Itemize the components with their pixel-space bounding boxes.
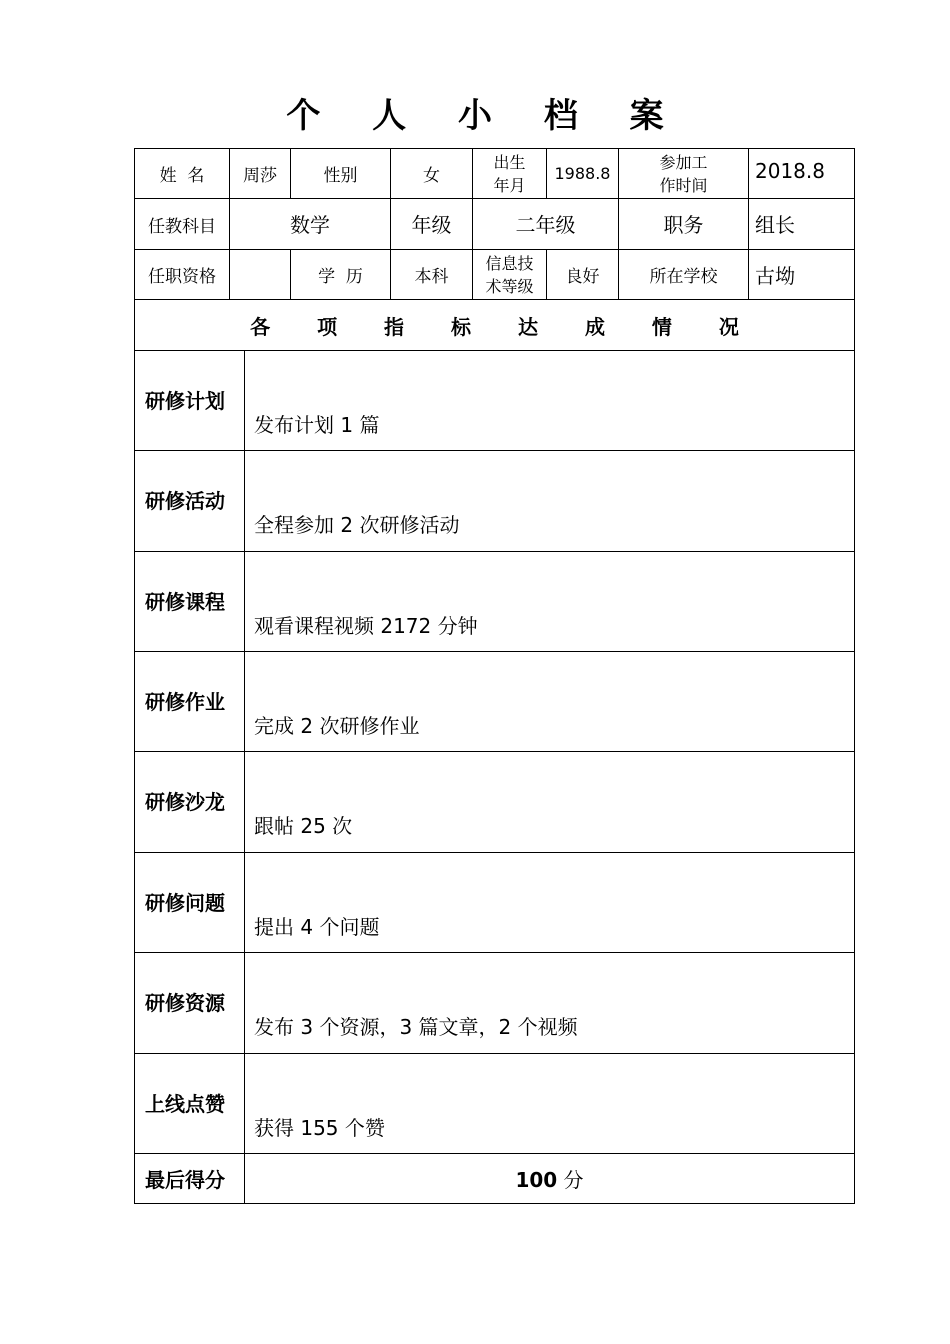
birth-label-line-1: 出生 (493, 152, 526, 172)
indicator-label: 研修资源 (135, 953, 245, 1054)
indicator-row (135, 451, 855, 552)
indicator-label: 研修活动 (135, 451, 245, 552)
gender-label: 性别 (291, 149, 391, 199)
education-value: 本科 (391, 250, 473, 300)
indicator-value: 观看课程视频 2172 分钟 (245, 552, 855, 652)
work-start-label-line-2: 作时间 (659, 175, 708, 195)
indicator-label: 研修课程 (135, 552, 245, 652)
grade-value: 二年级 (473, 199, 619, 250)
indicator-row (135, 351, 855, 451)
it-level-label-line-1: 信息技 (485, 253, 534, 273)
indicator-row (135, 953, 855, 1054)
gender-value: 女 (391, 149, 473, 199)
work-start-label (619, 149, 749, 199)
final-score-label: 最后得分 (135, 1154, 245, 1204)
indicator-value: 提出 4 个问题 (245, 853, 855, 953)
info-row-1 (135, 149, 855, 199)
section-header-row (135, 300, 855, 351)
indicator-label: 研修沙龙 (135, 752, 245, 853)
indicator-row (135, 552, 855, 652)
page-title: 个 人 小 档 案 (286, 96, 684, 136)
qualification-label: 任职资格 (135, 250, 230, 300)
indicator-row (135, 1054, 855, 1154)
info-row-3 (135, 250, 855, 300)
indicator-value: 发布计划 1 篇 (245, 351, 855, 451)
position-value: 组长 (749, 199, 855, 250)
education-label: 学 历 (291, 250, 391, 300)
indicator-value: 发布 3 个资源，3 篇文章，2 个视频 (245, 953, 855, 1054)
indicator-row (135, 853, 855, 953)
birth-value: 1988.8 (547, 149, 619, 199)
indicator-row (135, 752, 855, 853)
it-level-label (473, 250, 547, 300)
it-level-value: 良好 (547, 250, 619, 300)
birth-label (473, 149, 547, 199)
section-title: 各 项 指 标 达 成 情 况 (135, 300, 855, 351)
final-score-value (245, 1154, 855, 1204)
indicator-label: 研修计划 (135, 351, 245, 451)
indicator-value: 全程参加 2 次研修活动 (245, 451, 855, 552)
school-value: 古坳 (749, 250, 855, 300)
indicator-label: 上线点赞 (135, 1054, 245, 1154)
school-label: 所在学校 (619, 250, 749, 300)
indicator-value: 跟帖 25 次 (245, 752, 855, 853)
birth-label-line-2: 年月 (493, 175, 526, 195)
indicator-label: 研修问题 (135, 853, 245, 953)
subject-value: 数学 (230, 199, 391, 250)
final-score-number: 100 (515, 1168, 558, 1192)
name-value: 周莎 (230, 149, 291, 199)
qualification-value (230, 250, 291, 300)
it-level-label-line-2: 术等级 (485, 276, 534, 296)
final-score-row (135, 1154, 855, 1204)
profile-table (134, 148, 855, 1204)
indicator-row (135, 652, 855, 752)
grade-label: 年级 (391, 199, 473, 250)
info-row-2 (135, 199, 855, 250)
work-start-label-line-1: 参加工 (659, 152, 708, 172)
subject-label: 任教科目 (135, 199, 230, 250)
indicator-value: 完成 2 次研修作业 (245, 652, 855, 752)
name-label: 姓 名 (135, 149, 230, 199)
final-score-unit: 分 (557, 1168, 584, 1192)
indicator-value: 获得 155 个赞 (245, 1054, 855, 1154)
work-start-value: 2018.8 (749, 149, 855, 199)
indicator-label: 研修作业 (135, 652, 245, 752)
position-label: 职务 (619, 199, 749, 250)
